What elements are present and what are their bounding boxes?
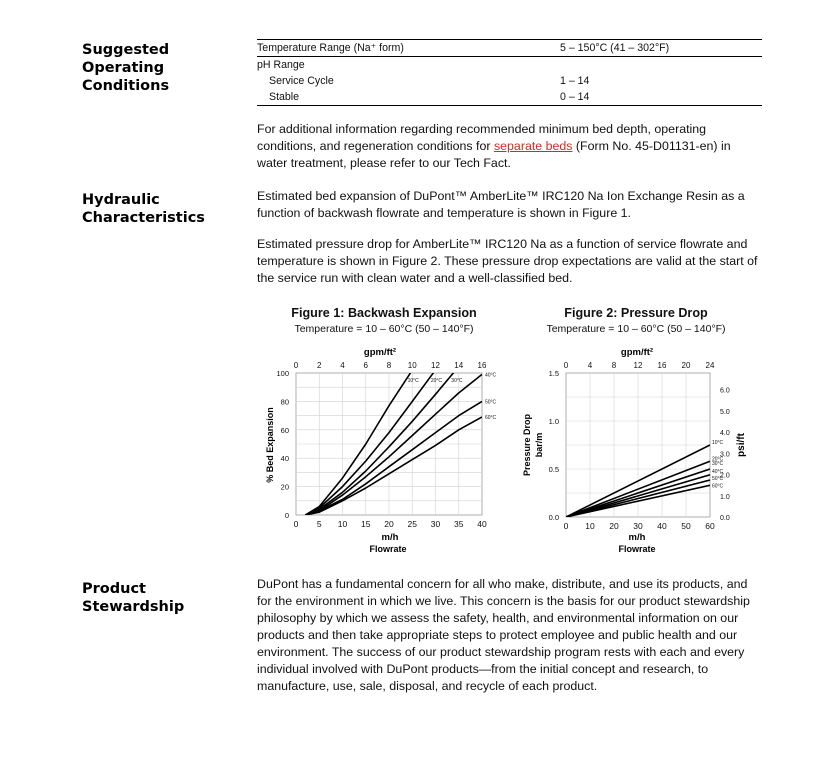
y-tick-label: 0.0 (548, 513, 559, 522)
section-title-line: Hydraulic (82, 192, 160, 208)
series-label: 40°C (485, 372, 497, 379)
y2-axis-label: psi/ft (736, 433, 747, 457)
paragraph-text: For additional information regarding recommended minimum bed depth, operating conditions, and regeneration conditions for (257, 122, 707, 153)
top-tick-label: 8 (611, 361, 617, 370)
x-tick-label: 15 (361, 519, 371, 529)
x-tick-label: 0 (563, 521, 569, 531)
top-tick-label: 16 (477, 361, 487, 370)
series-label: 60°C (712, 483, 724, 490)
x-tick-label: 20 (609, 521, 619, 531)
table-cell-value: 0 – 14 (560, 89, 762, 106)
x-axis-sublabel: Flowrate (618, 544, 656, 554)
pressure-drop-paragraph: Estimated pressure drop for AmberLite™ IRC120 Na as a function of service flowrate and temperature is shown in Figure 2. These pressure drop expectations are valid at the start of the service run with clean water and a well-classified bed. (257, 237, 758, 285)
x-tick-label: 0 (293, 519, 299, 529)
x-tick-label: 40 (477, 519, 487, 529)
section-title-line: Stewardship (82, 599, 185, 615)
top-tick-label: 2 (317, 361, 322, 370)
y-tick-label: 20 (280, 482, 289, 492)
x-tick-label: 10 (337, 519, 348, 529)
chart-series (566, 440, 724, 517)
x-tick-label: 50 (681, 521, 691, 531)
series-label: 30°C (451, 378, 463, 384)
table-cell-value: 5 – 150°C (41 – 302°F) (560, 40, 762, 57)
x-axis-label: m/h (381, 532, 399, 543)
series-label: 50°C (712, 476, 724, 483)
x-tick-label: 25 (407, 519, 417, 529)
y-axis-label: % Bed Expansion (265, 407, 275, 483)
y-axis-label: Pressure Drop (522, 413, 532, 477)
series-label: 50°C (485, 399, 497, 406)
table-cell-label: pH Range (257, 59, 305, 71)
y2-tick-label: 1.0 (720, 493, 730, 501)
x-tick-label: 30 (430, 519, 441, 529)
top-tick-label: 6 (363, 361, 368, 370)
table-cell-label: Temperature Range (Na⁺ form) (257, 40, 560, 57)
y2-tick-label: 0.0 (720, 515, 730, 522)
section-title-line: Conditions (82, 78, 170, 94)
y-tick-label: 0.5 (548, 465, 559, 474)
bed-expansion-paragraph: Estimated bed expansion of DuPont™ AmberLite™ IRC120 Na Ion Exchange Resin as a function of backwash flowrate and temperature is shown in Figure 1. (257, 189, 745, 220)
x-tick-label: 5 (316, 519, 322, 529)
y2-tick-label: 5.0 (720, 408, 730, 416)
top-axis-label: gpm/ft² (363, 347, 397, 358)
figure-2-subtitle: Temperature = 10 – 60°C (50 – 140°F) (546, 323, 726, 335)
chart-ticks (549, 361, 730, 531)
y-tick-label: 1.0 (548, 417, 559, 426)
x-axis-sublabel: Flowrate (369, 544, 407, 554)
y2-tick-label: 3.0 (720, 451, 730, 459)
top-tick-label: 12 (633, 361, 643, 370)
series-label: 60°C (485, 415, 497, 422)
series-label: 40°C (712, 468, 724, 475)
y2-tick-label: 6.0 (720, 387, 730, 395)
figure-2-title: Figure 2: Pressure Drop (564, 306, 708, 320)
top-tick-label: 0 (293, 361, 299, 370)
top-tick-label: 10 (407, 361, 417, 370)
y-tick-label: 0 (284, 511, 289, 520)
series-label: 10°C (712, 440, 724, 446)
y2-tick-label: 4.0 (720, 430, 730, 438)
stewardship-paragraph: DuPont has a fundamental concern for all who make, distribute, and use its products, and for the environment in which we live. This concern is the basis for our product stewardship philosophy by which we assess the safety, health, and environmental information on our products and then take appropriate steps to protect employee and public health and our environment. The success of our product stewardship program rests with each and every individual involved with DuPont products—from the initial concept and research, to manufacture, use, sale, disposal, and recycle of each product. (257, 577, 750, 693)
section-title-line: Suggested (82, 42, 170, 58)
y-tick-label: 40 (280, 454, 289, 464)
top-tick-label: 14 (454, 361, 464, 370)
table-cell-value: 1 – 14 (560, 75, 590, 87)
x-tick-label: 35 (454, 519, 464, 529)
y-tick-label: 100 (276, 369, 289, 378)
top-axis-label: gpm/ft² (620, 347, 654, 358)
figure-1-title: Figure 1: Backwash Expansion (291, 306, 477, 320)
y2-tick-label: 2.0 (720, 472, 730, 480)
series-label: 20°C (712, 456, 724, 463)
y-tick-label: 60 (280, 425, 289, 435)
x-tick-label: 30 (633, 521, 643, 531)
x-tick-label: 10 (585, 521, 595, 531)
y-axis-sublabel: bar/m (534, 432, 544, 458)
figure-1-subtitle: Temperature = 10 – 60°C (50 – 140°F) (294, 323, 474, 335)
paragraph-text: (Form No. 45-D01131-en) in water treatment, please refer to our Tech Fact. (257, 139, 731, 170)
y-tick-label: 80 (280, 397, 289, 407)
x-tick-label: 40 (657, 521, 667, 531)
top-tick-label: 4 (340, 361, 345, 370)
series-label: 30°C (712, 461, 724, 467)
top-tick-label: 4 (587, 361, 593, 370)
top-tick-label: 20 (681, 361, 691, 370)
top-tick-label: 16 (657, 361, 667, 370)
separate-beds-link[interactable]: separate beds (493, 139, 573, 153)
x-axis-label: m/h (628, 532, 646, 543)
top-tick-label: 0 (563, 361, 569, 370)
x-tick-label: 60 (705, 521, 715, 531)
x-tick-label: 20 (384, 519, 394, 529)
top-tick-label: 12 (431, 361, 440, 370)
series-label: 20°C (430, 378, 443, 384)
top-tick-label: 8 (386, 361, 392, 370)
series-label: 10°C (407, 378, 419, 384)
section-title-line: Operating (82, 60, 165, 76)
section-title-line: Product (82, 581, 146, 597)
table-cell-label: Stable (257, 89, 560, 106)
y-tick-label: 1.5 (548, 369, 559, 378)
section-title-line: Characteristics (82, 210, 205, 226)
table-cell-label: Service Cycle (269, 75, 334, 87)
top-tick-label: 24 (705, 361, 715, 370)
